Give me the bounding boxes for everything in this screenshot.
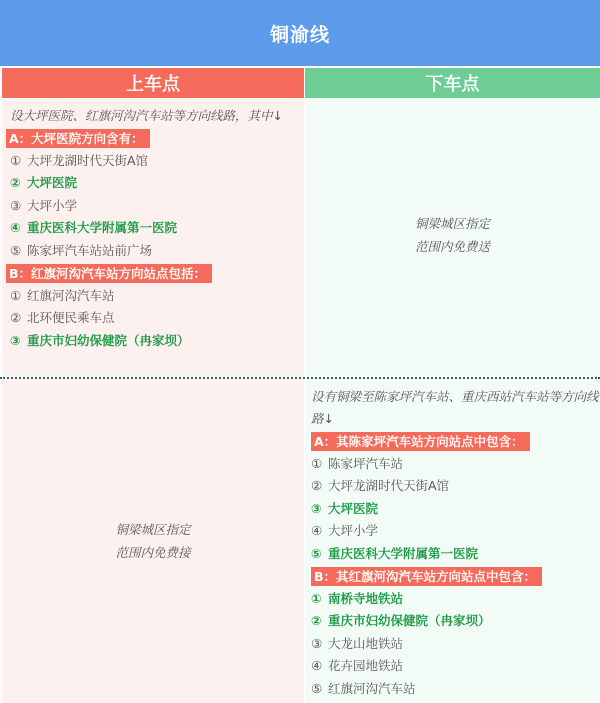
dropoff-note-cell	[305, 99, 600, 377]
dropoff-stops-cell	[305, 379, 600, 703]
dropoff-intro: 设有铜梁至陈家坪汽车站、重庆西站汽车站等方向线路↓	[311, 389, 599, 426]
dropoff-note-line1: 铜梁城区指定	[414, 216, 490, 231]
dropoff-section-b-label: B：其红旗河沟汽车站方向站点中包含：	[311, 567, 542, 586]
stop-item: ① 陈家坪汽车站	[311, 456, 404, 471]
pickup-section-b-label: B：红旗河沟汽车站方向站点包括：	[6, 264, 212, 283]
page-title: 铜渝线	[0, 0, 600, 66]
stop-item: ① 大坪龙湖时代天街A馆	[10, 153, 149, 168]
pickup-header: 上车点	[2, 68, 304, 98]
stop-item: ② 大坪龙湖时代天街A馆	[311, 478, 450, 494]
stop-item: ② 北环便民乘车点	[10, 310, 115, 326]
stop-item: ⑤ 重庆医科大学附属第一医院	[311, 545, 479, 561]
stop-item: ③ 大龙山地铁站	[311, 635, 404, 651]
stop-item: ③ 重庆市妇幼保健院（冉家坝）	[10, 332, 190, 348]
stop-item: ② 重庆市妇幼保健院（冉家坝）	[311, 613, 491, 629]
stop-item: ⑤ 红旗河沟汽车站	[311, 680, 416, 696]
dropoff-section-a-label: A：其陈家坪汽车站方向站点中包含：	[311, 432, 530, 451]
stop-item: ① 红旗河沟汽车站	[10, 287, 115, 303]
pickup-note-line2: 范围内免费接	[115, 545, 191, 560]
pickup-free-note	[2, 518, 304, 564]
stop-item: ② 大坪医院	[10, 175, 78, 191]
stop-item: ① 南桥寺地铁站	[311, 590, 404, 606]
pickup-stops-cell	[2, 99, 304, 377]
stop-item: ④ 大坪小学	[311, 523, 379, 539]
stop-item: ③ 大坪小学	[10, 197, 78, 213]
stop-item: ⑤ 陈家坪汽车站站前广场	[10, 242, 153, 258]
stop-item: ④ 花卉园地铁站	[311, 658, 404, 674]
pickup-intro: 设大坪医院、红旗河沟汽车站等方向线路，其中↓	[10, 108, 283, 123]
pickup-note-cell	[2, 379, 304, 703]
dropoff-free-note	[305, 212, 600, 258]
dropoff-note-line2: 范围内免费送	[414, 239, 490, 254]
stop-item: ③ 大坪医院	[311, 500, 379, 516]
dropoff-header: 下车点	[305, 68, 600, 98]
stop-item: ④ 重庆医科大学附属第一医院	[10, 220, 178, 236]
pickup-section-a-label: A：大坪医院方向含有：	[6, 129, 150, 148]
pickup-note-line1: 铜梁城区指定	[115, 522, 191, 537]
